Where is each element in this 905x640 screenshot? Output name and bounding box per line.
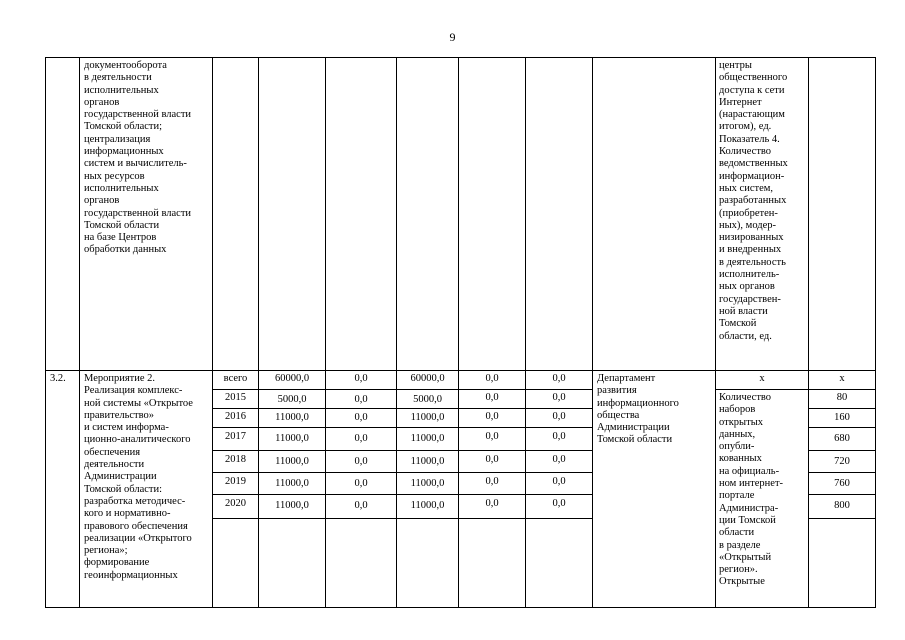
table-border-top bbox=[45, 57, 876, 58]
column-divider bbox=[458, 57, 459, 608]
target-cell: 160 bbox=[834, 412, 850, 423]
other-cell: 0,0 bbox=[552, 476, 566, 487]
federal-cell: 0,0 bbox=[354, 394, 368, 405]
local-cell: 0,0 bbox=[485, 476, 499, 487]
total-cell: 11000,0 bbox=[275, 456, 309, 467]
local-cell: 0,0 bbox=[485, 411, 499, 422]
target-cell: 80 bbox=[836, 392, 848, 403]
federal-cell: 0,0 bbox=[354, 373, 368, 384]
target-row-divider bbox=[808, 494, 876, 495]
target-row-divider bbox=[808, 450, 876, 451]
year-row-divider bbox=[212, 450, 592, 451]
column-divider bbox=[592, 57, 593, 608]
local-cell: 0,0 bbox=[485, 454, 499, 465]
target-row-divider bbox=[808, 518, 876, 519]
column-divider bbox=[212, 57, 213, 608]
year-row-divider bbox=[212, 494, 592, 495]
column-divider bbox=[808, 57, 809, 608]
activity-description: Мероприятие 2. Реализация комплекс- ной системы «Открытое правительство» и систем информа- ционно-аналитического обеспечения деятельности Администрации Томской области: разработка методичес- кого и нормативно- правового обеспечения реализации «Открытого региона»; формирование геоинформационных bbox=[84, 373, 193, 581]
column-divider bbox=[396, 57, 397, 608]
page-number: 9 bbox=[449, 30, 456, 44]
target-cell: 760 bbox=[834, 478, 850, 489]
executor: Департамент развития информационного общества Администрации Томской области bbox=[597, 373, 679, 446]
local-cell: 0,0 bbox=[485, 373, 499, 384]
column-divider bbox=[258, 57, 259, 608]
year-cell: 2016 bbox=[225, 411, 246, 422]
table-border-bottom bbox=[45, 607, 876, 608]
target-row-divider bbox=[715, 389, 876, 390]
regional-cell: 60000,0 bbox=[410, 373, 445, 384]
federal-cell: 0,0 bbox=[354, 478, 368, 489]
regional-cell: 11000,0 bbox=[410, 500, 445, 511]
target-row-divider bbox=[808, 408, 876, 409]
regional-cell: 11000,0 bbox=[410, 433, 445, 444]
federal-cell: 0,0 bbox=[354, 412, 368, 423]
year-cell: 2020 bbox=[225, 498, 246, 509]
row-divider bbox=[45, 370, 876, 371]
total-cell: 60000,0 bbox=[274, 373, 310, 384]
federal-cell: 0,0 bbox=[354, 500, 368, 511]
other-cell: 0,0 bbox=[552, 373, 566, 384]
total-cell: 11000,0 bbox=[275, 433, 309, 444]
year-cell: 2017 bbox=[225, 431, 246, 442]
other-cell: 0,0 bbox=[552, 454, 566, 465]
indicator-header-mark: х bbox=[759, 373, 765, 384]
local-cell: 0,0 bbox=[485, 392, 499, 403]
target-row-divider bbox=[808, 472, 876, 473]
other-cell: 0,0 bbox=[552, 431, 566, 442]
indicator-description-continued: центры общественного доступа к сети Интернет (нарастающим итогом), ед. Показатель 4. Количество ведомственных информацион- ных систем, разработанных (приобретен- ных), модер- низированных и внедренных в деятельность исполнитель- ных органов государствен- ной власти Томской области, ед. bbox=[719, 60, 788, 342]
indicator-description: Количество наборов открытых данных, опубли- кованных на официаль- ном интернет- портале Администра- ции Томской области в разделе «Открытый регион». Открытые bbox=[719, 392, 784, 588]
federal-cell: 0,0 bbox=[354, 456, 368, 467]
other-cell: 0,0 bbox=[552, 392, 566, 403]
total-cell: 11000,0 bbox=[275, 412, 309, 423]
year-row-divider bbox=[212, 518, 592, 519]
regional-cell: 11000,0 bbox=[410, 456, 445, 467]
year-row-divider bbox=[212, 472, 592, 473]
year-row-divider bbox=[212, 427, 592, 428]
target-row-divider bbox=[808, 427, 876, 428]
column-divider bbox=[525, 57, 526, 608]
table-border-left bbox=[45, 57, 46, 608]
federal-cell: 0,0 bbox=[354, 433, 368, 444]
target-cell: 680 bbox=[834, 433, 850, 444]
other-cell: 0,0 bbox=[552, 411, 566, 422]
column-divider bbox=[325, 57, 326, 608]
total-cell: 11000,0 bbox=[275, 500, 309, 511]
year-cell: 2019 bbox=[225, 476, 246, 487]
target-cell: 720 bbox=[834, 456, 850, 467]
regional-cell: 11000,0 bbox=[410, 412, 445, 423]
regional-cell: 11000,0 bbox=[410, 478, 445, 489]
target-cell: х bbox=[839, 373, 845, 384]
total-cell: 5000,0 bbox=[277, 394, 307, 405]
year-row-divider bbox=[212, 389, 592, 390]
row-number: 3.2. bbox=[50, 373, 66, 384]
target-cell: 800 bbox=[834, 500, 850, 511]
column-divider bbox=[79, 57, 80, 608]
activity-description-continued: документооборота в деятельности исполнительных органов государственной власти Томской области; централизация информационных систем и вычислитель- ных ресурсов исполнительных органов государственной власти Томской области на базе Центров обработки данных bbox=[84, 60, 192, 256]
total-cell: 11000,0 bbox=[275, 478, 309, 489]
year-cell: 2018 bbox=[225, 454, 246, 465]
column-divider bbox=[715, 57, 716, 608]
year-cell: 2015 bbox=[225, 392, 246, 403]
local-cell: 0,0 bbox=[485, 498, 499, 509]
local-cell: 0,0 bbox=[485, 431, 499, 442]
regional-cell: 5000,0 bbox=[413, 394, 442, 405]
table-border-right bbox=[875, 57, 876, 608]
year-row-divider bbox=[212, 408, 592, 409]
year-cell: всего bbox=[223, 373, 248, 384]
other-cell: 0,0 bbox=[552, 498, 566, 509]
